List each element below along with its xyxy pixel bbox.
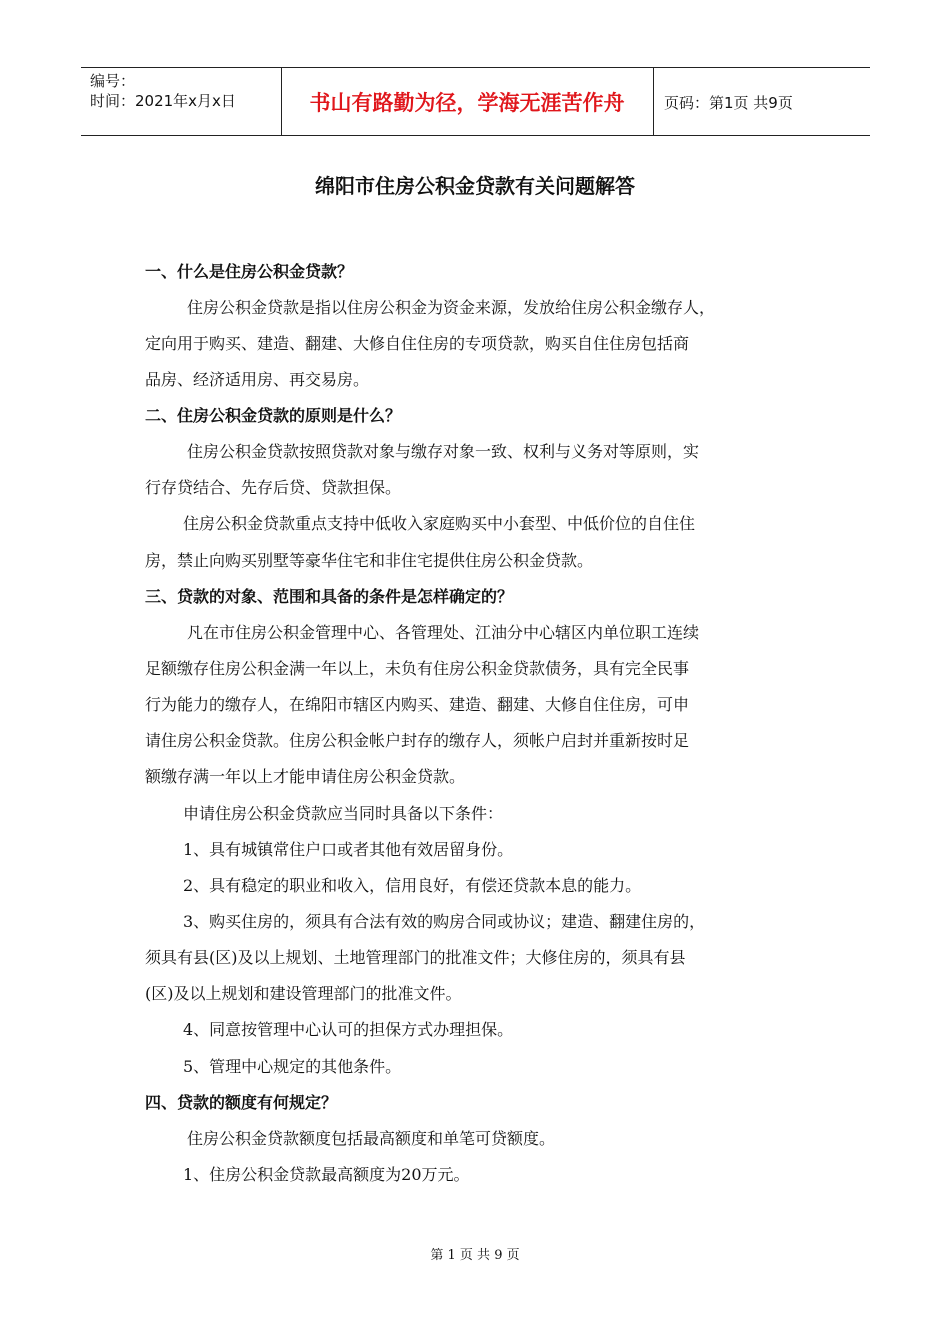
header-divider-right	[653, 68, 654, 135]
section-heading: 四、贷款的额度有何规定？	[145, 1093, 338, 1112]
paragraph-line: 额缴存满一年以上才能申请住房公积金贷款。	[145, 767, 466, 786]
paragraph-line: 行存贷结合、先存后贷、贷款担保。	[145, 478, 402, 497]
paragraph-line: 请住房公积金贷款。住房公积金帐户封存的缴存人，须帐户启封并重新按时足	[145, 731, 690, 750]
page-count-label: 页码：第1页 共9页	[664, 94, 793, 112]
paragraph-line: (区)及以上规划和建设管理部门的批准文件。	[145, 984, 462, 1003]
document-time-label: 时间：2021年x月x日	[90, 92, 236, 110]
document-title: 绵阳市住房公积金贷款有关问题解答	[315, 174, 635, 198]
paragraph-line: 住房公积金贷款重点支持中低收入家庭购买中小套型、中低价位的自住住	[183, 514, 696, 533]
list-item: 5、管理中心规定的其他条件。	[183, 1057, 402, 1076]
paragraph-line: 申请住房公积金贷款应当同时具备以下条件：	[183, 804, 504, 823]
list-item: 1、住房公积金贷款最高额度为20万元。	[183, 1165, 470, 1184]
paragraph-line: 须具有县(区)及以上规划、土地管理部门的批准文件；大修住房的，须具有县	[145, 948, 686, 967]
page-footer: 第 1 页 共 9 页	[430, 1248, 520, 1263]
paragraph-line: 足额缴存住房公积金满一年以上，未负有住房公积金贷款债务，具有完全民事	[145, 659, 690, 678]
paragraph-line: 房，禁止向购买别墅等豪华住宅和非住宅提供住房公积金贷款。	[145, 551, 594, 570]
section-heading: 一、什么是住房公积金贷款？	[145, 262, 354, 281]
list-item: 2、具有稳定的职业和收入，信用良好，有偿还贷款本息的能力。	[183, 876, 642, 895]
document-number-label: 编号：	[90, 72, 136, 90]
paragraph-line: 住房公积金贷款按照贷款对象与缴存对象一致、权利与义务对等原则，实	[187, 442, 700, 461]
paragraph-line: 住房公积金贷款是指以住房公积金为资金来源，发放给住房公积金缴存人，	[187, 298, 716, 317]
document-header	[81, 67, 870, 136]
paragraph-line: 住房公积金贷款额度包括最高额度和单笔可贷额度。	[187, 1129, 556, 1148]
section-heading: 三、贷款的对象、范围和具备的条件是怎样确定的？	[145, 587, 514, 606]
list-item: 4、同意按管理中心认可的担保方式办理担保。	[183, 1020, 514, 1039]
list-item: 3、购买住房的，须具有合法有效的购房合同或协议；建造、翻建住房的，	[183, 912, 706, 931]
paragraph-line: 品房、经济适用房、再交易房。	[145, 370, 370, 389]
paragraph-line: 行为能力的缴存人，在绵阳市辖区内购买、建造、翻建、大修自住住房，可申	[145, 695, 690, 714]
section-heading: 二、住房公积金贷款的原则是什么？	[145, 406, 402, 425]
paragraph-line: 定向用于购买、建造、翻建、大修自住住房的专项贷款，购买自住住房包括商	[145, 334, 690, 353]
motto-text: 书山有路勤为径，学海无涯苦作舟	[309, 91, 625, 115]
paragraph-line: 凡在市住房公积金管理中心、各管理处、江油分中心辖区内单位职工连续	[187, 623, 700, 642]
list-item: 1、具有城镇常住户口或者其他有效居留身份。	[183, 840, 514, 859]
